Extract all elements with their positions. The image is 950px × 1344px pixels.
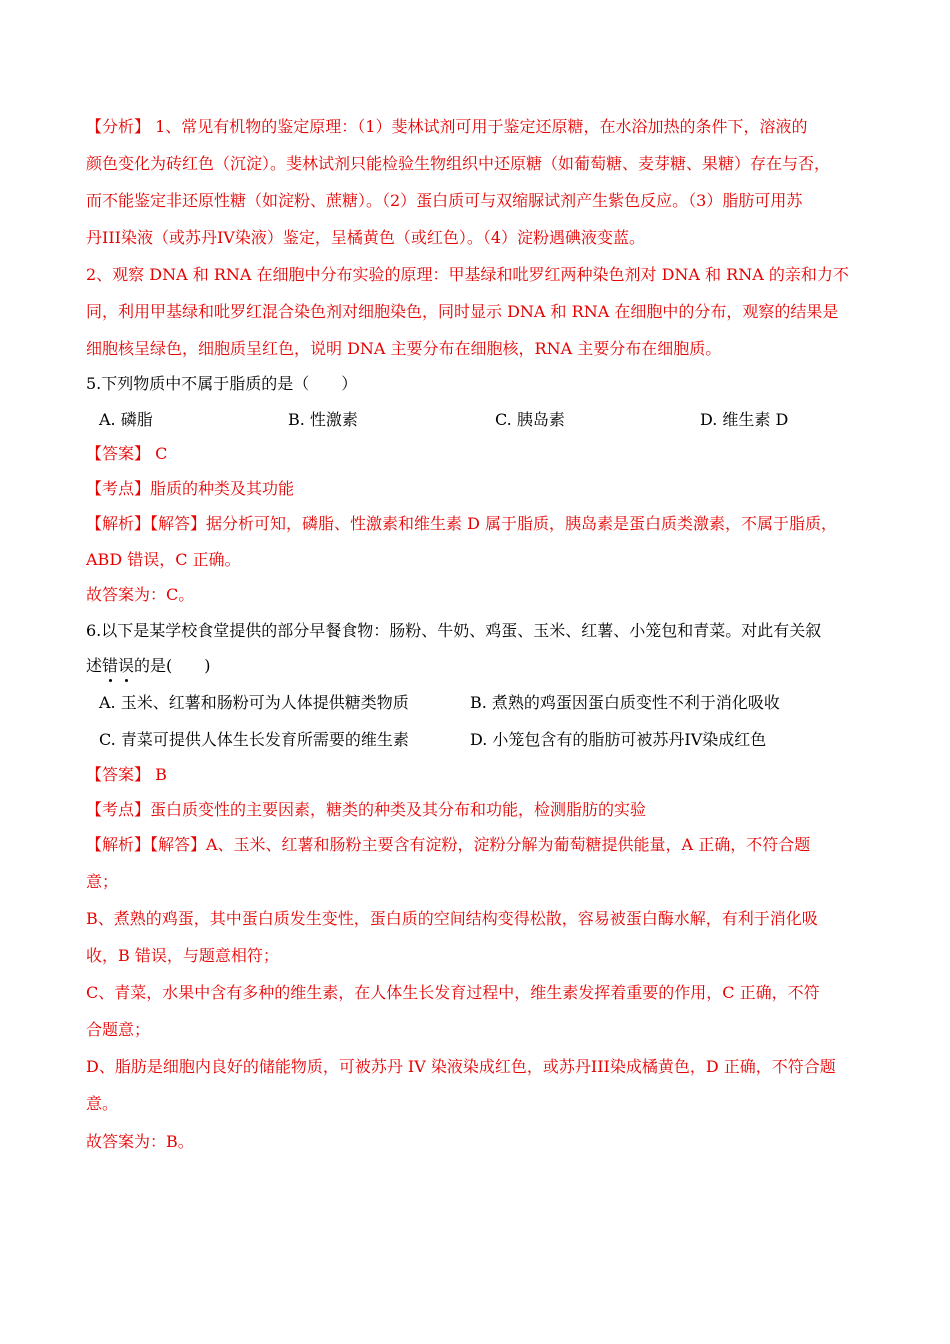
analysis-line-5: 2、观察 DNA 和 RNA 在细胞中分布实验的原理：甲基绿和吡罗红两种染色剂对 DNA 和 RNA 的亲和力不 xyxy=(86,265,849,284)
q5-jiexi-line-1: 【解析】【解答】据分析可知，磷脂、性激素和维生素 D 属于脂质，胰岛素是蛋白质类激素，不属于脂质， xyxy=(86,514,838,533)
q5-stem: 5.下列物质中不属于脂质的是（ ） xyxy=(86,374,358,393)
q6-jiexi-line-5: C、青菜，水果中含有多种的维生素，在人体生长发育过程中，维生素发挥着重要的作用，C 正确，不符 xyxy=(86,983,820,1002)
q6-jiexi-line-3: B、煮熟的鸡蛋，其中蛋白质发生变性，蛋白质的空间结构变得松散，容易被蛋白酶水解，有利于消化吸 xyxy=(86,909,818,928)
q6-jiexi-line-1: 【解析】【解答】A、玉米、红薯和肠粉主要含有淀粉，淀粉分解为葡萄糖提供能量，A 正确，不符合题 xyxy=(86,835,811,854)
q6-option-c: C. 青菜可提供人体生长发育所需要的维生素 xyxy=(99,730,409,749)
q6-jiexi-line-6: 合题意； xyxy=(86,1020,151,1039)
q6-option-a: A. 玉米、红薯和肠粉可为人体提供糖类物质 xyxy=(99,693,409,712)
q5-option-d: D. 维生素 D xyxy=(700,410,789,429)
q6-stem-pre: 述 xyxy=(86,656,103,675)
q6-stem-line-2 xyxy=(86,655,211,677)
q6-stem-post: 的是( ) xyxy=(134,656,211,675)
q5-kaodian: 【考点】脂质的种类及其功能 xyxy=(86,479,295,498)
q6-stem-line-1: 6.以下是某学校食堂提供的部分早餐食物：肠粉、牛奶、鸡蛋、玉米、红薯、小笼包和青菜。对此有关叙 xyxy=(86,621,822,640)
analysis-line-4: 丹III染液（或苏丹IV染液）鉴定，呈橘黄色（或红色）。（4）淀粉遇碘液变蓝。 xyxy=(86,228,646,247)
q6-jiexi-line-8: 意。 xyxy=(86,1094,119,1113)
q6-conclusion: 故答案为：B。 xyxy=(86,1132,194,1151)
q6-answer: 【答案】 B xyxy=(86,765,167,784)
analysis-line-2: 颜色变化为砖红色（沉淀）。斐林试剂只能检验生物组织中还原糖（如葡萄糖、麦芽糖、果糖）存在与否， xyxy=(86,154,831,173)
analysis-line-1: 【分析】 1、常见有机物的鉴定原理：（1）斐林试剂可用于鉴定还原糖，在水浴加热的条件下，溶液的 xyxy=(86,117,808,136)
q5-option-b: B. 性激素 xyxy=(288,410,358,429)
q6-jiexi-line-2: 意； xyxy=(86,872,119,891)
q6-jiexi-line-7: D、脂肪是细胞内良好的储能物质，可被苏丹 IV 染液染成红色，或苏丹III染成橘黄色，D 正确，不符合题 xyxy=(86,1057,836,1076)
q6-stem-emph-1: 错 xyxy=(102,656,119,675)
q5-answer: 【答案】 C xyxy=(86,444,168,463)
q6-stem-emph-2: 误 xyxy=(118,656,135,675)
q6-option-d: D. 小笼包含有的脂肪可被苏丹IV染成红色 xyxy=(470,730,767,749)
q6-jiexi-line-4: 收，B 错误，与题意相符； xyxy=(86,946,279,965)
q6-option-b: B. 煮熟的鸡蛋因蛋白质变性不利于消化吸收 xyxy=(470,693,780,712)
analysis-line-7: 细胞核呈绿色，细胞质呈红色，说明 DNA 主要分布在细胞核，RNA 主要分布在细胞质。 xyxy=(86,339,722,358)
q5-option-a: A. 磷脂 xyxy=(99,410,153,429)
analysis-line-3: 而不能鉴定非还原性糖（如淀粉、蔗糖）。（2）蛋白质可与双缩脲试剂产生紫色反应。（3）脂肪可用苏 xyxy=(86,191,803,210)
q6-kaodian: 【考点】蛋白质变性的主要因素，糖类的种类及其分布和功能，检测脂肪的实验 xyxy=(86,800,647,819)
analysis-line-6: 同，利用甲基绿和吡罗红混合染色剂对细胞染色，同时显示 DNA 和 RNA 在细胞中的分布，观察的结果是 xyxy=(86,302,839,321)
q5-jiexi-line-2: ABD 错误，C 正确。 xyxy=(86,550,241,569)
q5-conclusion: 故答案为：C。 xyxy=(86,585,195,604)
q5-option-c: C. 胰岛素 xyxy=(495,410,565,429)
